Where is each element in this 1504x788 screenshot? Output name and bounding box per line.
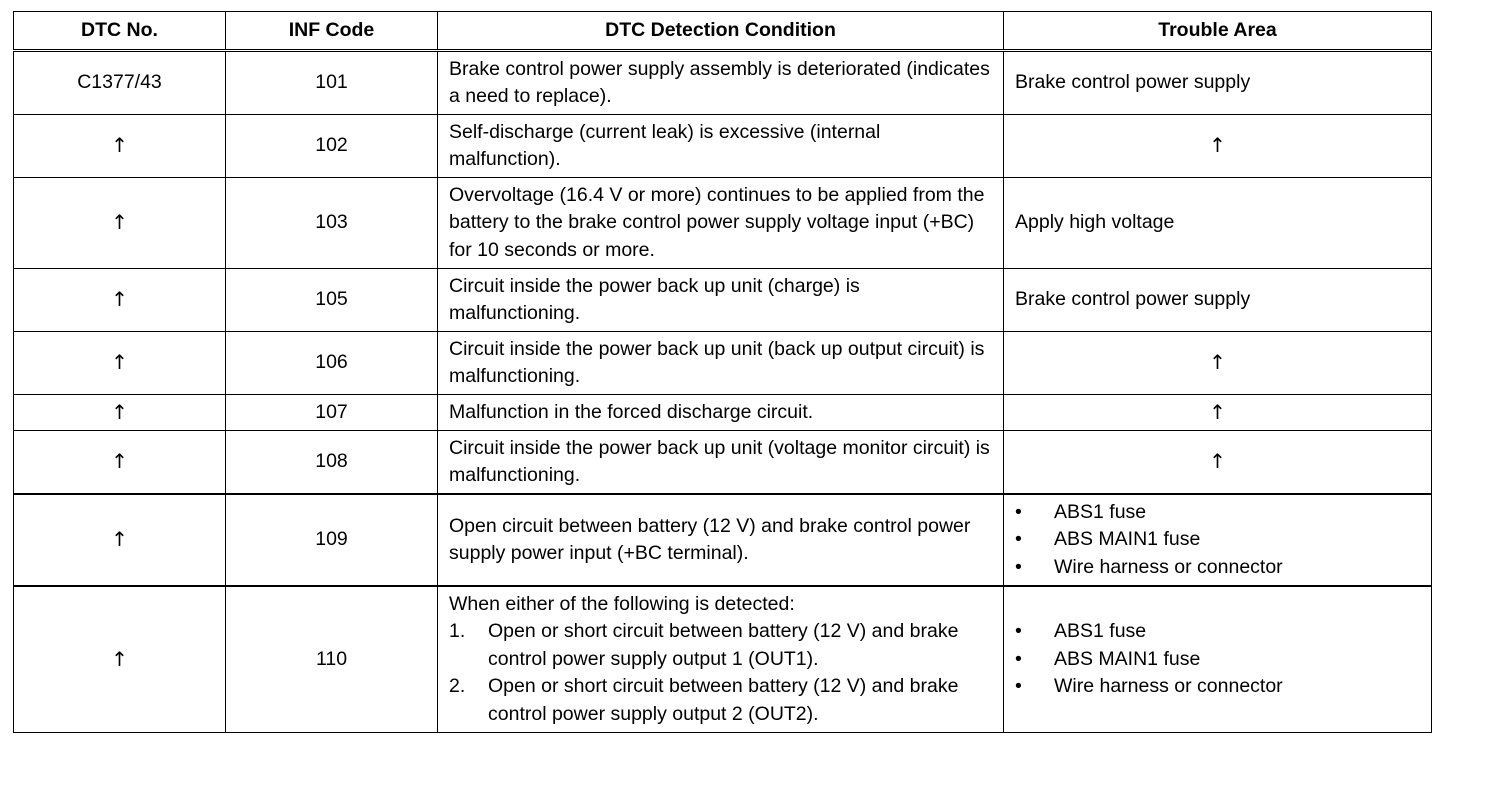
- list-item: [449, 673, 992, 728]
- table-row: [14, 395, 1432, 431]
- table-row: [14, 332, 1432, 395]
- header-detection-condition: DTC Detection Condition: [438, 12, 1004, 51]
- condition-cell: Open circuit between battery (12 V) and brake control power supply power input (+BC terminal).: [438, 494, 1004, 586]
- list-item-text: ABS1 fuse: [1054, 620, 1147, 643]
- dtc-table: [13, 11, 1432, 733]
- dtc-cell: ↑: [14, 586, 226, 733]
- list-item-text: Wire harness or connector: [1054, 555, 1283, 578]
- dtc-cell: ↑: [14, 395, 226, 431]
- condition-cell: Circuit inside the power back up unit (voltage monitor circuit) is malfunctioning.: [438, 431, 1004, 495]
- list-item: [1015, 554, 1420, 582]
- inf-code-cell: 103: [226, 178, 438, 269]
- table-row: [14, 269, 1432, 332]
- list-item: [1015, 526, 1420, 554]
- bullet-mark: •: [1015, 528, 1022, 551]
- dtc-cell: ↑: [14, 269, 226, 332]
- list-item: [449, 618, 992, 673]
- inf-code-cell: 105: [226, 269, 438, 332]
- dtc-cell: ↑: [14, 431, 226, 495]
- trouble-area-cell: [1004, 586, 1432, 733]
- trouble-area-cell: Brake control power supply: [1004, 51, 1432, 115]
- trouble-area-list: [1015, 618, 1420, 701]
- inf-code-cell: 106: [226, 332, 438, 395]
- inf-code-cell: 108: [226, 431, 438, 495]
- dtc-cell: ↑: [14, 332, 226, 395]
- inf-code-cell: 102: [226, 115, 438, 178]
- dtc-cell: ↑: [14, 115, 226, 178]
- bullet-mark: •: [1015, 555, 1022, 578]
- condition-cell: Brake control power supply assembly is deteriorated (indicates a need to replace).: [438, 51, 1004, 115]
- condition-list: [449, 618, 992, 728]
- list-item-text: Wire harness or connector: [1054, 675, 1283, 698]
- condition-cell: Self-discharge (current leak) is excessive (internal malfunction).: [438, 115, 1004, 178]
- dtc-cell: C1377/43: [14, 51, 226, 115]
- condition-cell: Circuit inside the power back up unit (back up output circuit) is malfunctioning.: [438, 332, 1004, 395]
- condition-cell: Circuit inside the power back up unit (charge) is malfunctioning.: [438, 269, 1004, 332]
- trouble-area-cell: Apply high voltage: [1004, 178, 1432, 269]
- inf-code-cell: 107: [226, 395, 438, 431]
- trouble-area-cell: [1004, 494, 1432, 586]
- trouble-area-cell: ↑: [1004, 395, 1432, 431]
- list-item-text: ABS MAIN1 fuse: [1054, 528, 1201, 551]
- dtc-cell: ↑: [14, 494, 226, 586]
- list-item: [1015, 673, 1420, 701]
- list-item: [1015, 499, 1420, 527]
- table-row: [14, 178, 1432, 269]
- bullet-mark: •: [1015, 500, 1022, 523]
- header-inf-code: INF Code: [226, 12, 438, 51]
- trouble-area-list: [1015, 499, 1420, 582]
- trouble-area-cell: ↑: [1004, 115, 1432, 178]
- table-row: [14, 115, 1432, 178]
- table-row: [14, 51, 1432, 115]
- header-trouble-area: Trouble Area: [1004, 12, 1432, 51]
- table-row: [14, 586, 1432, 733]
- table-row: [14, 494, 1432, 586]
- inf-code-cell: 109: [226, 494, 438, 586]
- bullet-mark: •: [1015, 675, 1022, 698]
- bullet-mark: •: [1015, 647, 1022, 670]
- list-item: [1015, 618, 1420, 646]
- trouble-area-cell: ↑: [1004, 431, 1432, 495]
- bullet-mark: •: [1015, 620, 1022, 643]
- header-row: [14, 12, 1432, 51]
- list-item-text: ABS MAIN1 fuse: [1054, 647, 1201, 670]
- dtc-cell: ↑: [14, 178, 226, 269]
- list-item-text: ABS1 fuse: [1054, 500, 1147, 523]
- condition-cell: Overvoltage (16.4 V or more) continues to be applied from the battery to the brake control power supply voltage input (+BC) for 10 seconds or more.: [438, 178, 1004, 269]
- list-number: 1.: [449, 620, 466, 643]
- condition-cell: Malfunction in the forced discharge circuit.: [438, 395, 1004, 431]
- table-row: [14, 431, 1432, 495]
- trouble-area-cell: ↑: [1004, 332, 1432, 395]
- list-item-text: Open or short circuit between battery (12 V) and brake control power supply output 1 (OUT1).: [488, 620, 959, 670]
- header-dtc-no: DTC No.: [14, 12, 226, 51]
- list-item-text: Open or short circuit between battery (12 V) and brake control power supply output 2 (OUT2).: [488, 675, 959, 725]
- inf-code-cell: 110: [226, 586, 438, 733]
- inf-code-cell: 101: [226, 51, 438, 115]
- trouble-area-cell: Brake control power supply: [1004, 269, 1432, 332]
- condition-cell: [438, 586, 1004, 733]
- list-number: 2.: [449, 675, 466, 698]
- condition-intro: When either of the following is detected:: [449, 592, 795, 615]
- list-item: [1015, 646, 1420, 674]
